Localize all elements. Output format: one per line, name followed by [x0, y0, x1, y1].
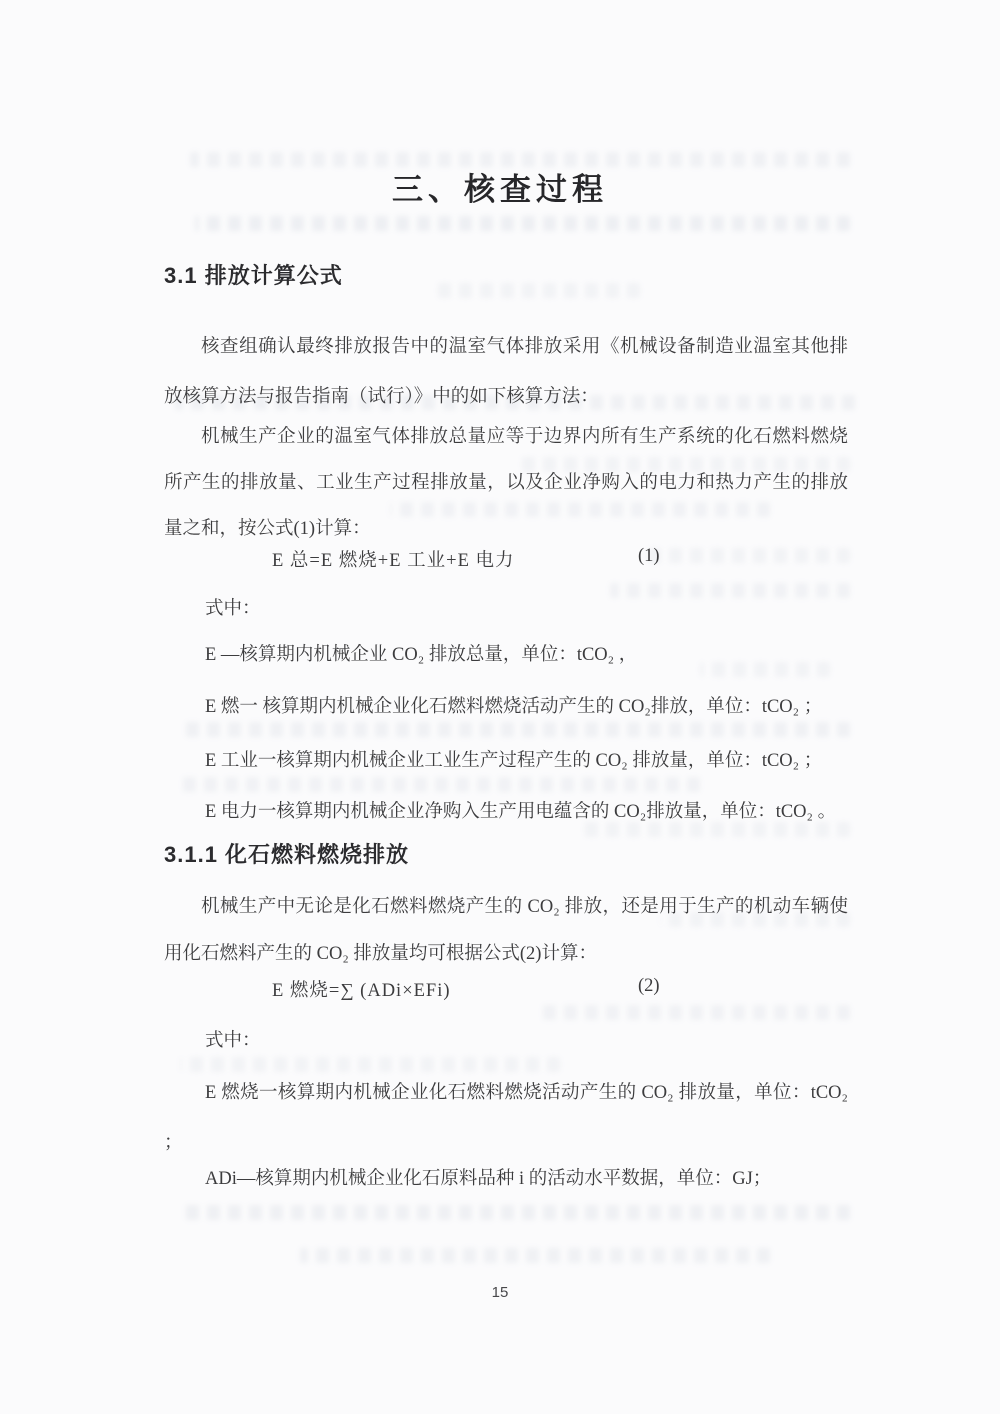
paragraph-fossil-fuel: 机械生产中无论是化石燃料燃烧产生的 CO₂ 排放，还是用于生产的机动车辆使用化石燃料产生的 CO₂ 排放量均可根据公式(2)计算： — [164, 897, 848, 964]
bleed-through-line — [180, 1205, 850, 1220]
bleed-through-line — [180, 777, 700, 792]
formula-1-expression: E 总=E 燃烧+E 工业+E 电力 — [272, 551, 515, 571]
paragraph-total-emission: 机械生产企业的温室气体排放总量应等于边界内所有生产系统的化石燃料燃烧所产生的排放量、工业生产过程排放量，以及企业净购入的电力和热力产生的排放量之和，按公式(1)计算： — [164, 427, 848, 539]
bleed-through-line — [195, 216, 850, 231]
formula-2-expression: E 燃烧=∑ (ADi×EFi) — [272, 981, 451, 1001]
where-label-1: 式中： — [205, 599, 261, 619]
bleed-through-line — [300, 1248, 770, 1263]
bleed-through-line — [180, 722, 850, 737]
formula-2 — [164, 976, 848, 1002]
definition-e-electricity: E 电力一核算期内机械企业净购入生产用电蕴含的 CO₂排放量，单位：tCO₂ 。 — [205, 802, 837, 822]
formula-1 — [164, 546, 848, 572]
formula-1-number: (1) — [638, 546, 660, 566]
definition-e-industry: E 工业一核算期内机械企业工业生产过程产生的 CO₂ 排放量，单位：tCO₂ ； — [205, 751, 823, 771]
paragraph-method: 核查组确认最终排放报告中的温室气体排放采用《机械设备制造业温室其他排放核算方法与报告指南（试行）》中的如下核算方法： — [164, 337, 848, 407]
bleed-through-line — [540, 1005, 850, 1020]
bleed-through-line — [580, 822, 850, 837]
definition-e-burn: E 燃烧一核算期内机械企业化石燃料燃烧活动产生的 CO₂ 排放量，单位：tCO₂ ； — [164, 1083, 848, 1153]
page-number: 15 — [491, 1284, 509, 1301]
bleed-through-line — [430, 283, 640, 298]
definition-e-total: E —核算期内机械企业 CO₂ 排放总量，单位：tCO₂ ， — [205, 645, 638, 665]
section-3-1-heading: 3.1 排放计算公式 — [164, 263, 343, 288]
where-label-2: 式中： — [205, 1031, 261, 1051]
definition-adi: ADi—核算期内机械企业化石原料品种 i 的活动水平数据，单位：GJ； — [205, 1169, 772, 1189]
section-3-1-1-heading: 3.1.1 化石燃料燃烧排放 — [164, 842, 410, 867]
definition-e-combustion: E 燃一 核算期内机械企业化石燃料燃烧活动产生的 CO₂排放，单位：tCO₂ ； — [205, 697, 823, 717]
formula-2-number: (2) — [638, 976, 660, 996]
chapter-title: 三、核查过程 — [392, 172, 608, 207]
